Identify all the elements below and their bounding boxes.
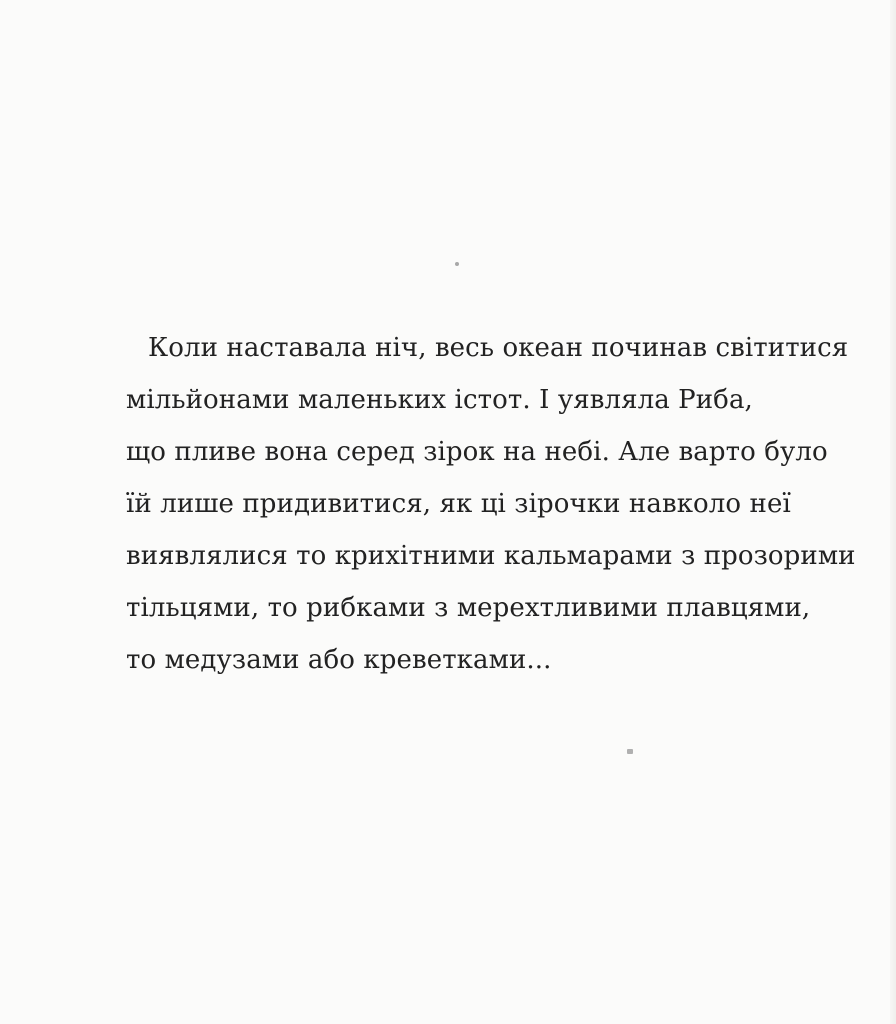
- paper-speck: [627, 749, 633, 754]
- paragraph-line: виявлялися то крихітними кальмарами з прозорими: [126, 541, 856, 571]
- page-edge: [890, 0, 896, 1024]
- paragraph-line: то медузами або креветками...: [126, 645, 552, 675]
- paper-speck: [455, 262, 459, 266]
- paragraph-line: що пливе вона серед зірок на небі. Але варто було: [126, 437, 828, 467]
- paragraph-line: тільцями, то рибками з мерехтливими плавцями,: [126, 593, 811, 623]
- paragraph-line: мільйонами маленьких істот. І уявляла Риба,: [126, 385, 753, 415]
- paragraph-line: їй лише придивитися, як ці зірочки навколо неї: [126, 489, 791, 519]
- story-paragraph: [126, 322, 886, 686]
- paragraph-line: Коли наставала ніч, весь океан починав світитися: [148, 333, 849, 363]
